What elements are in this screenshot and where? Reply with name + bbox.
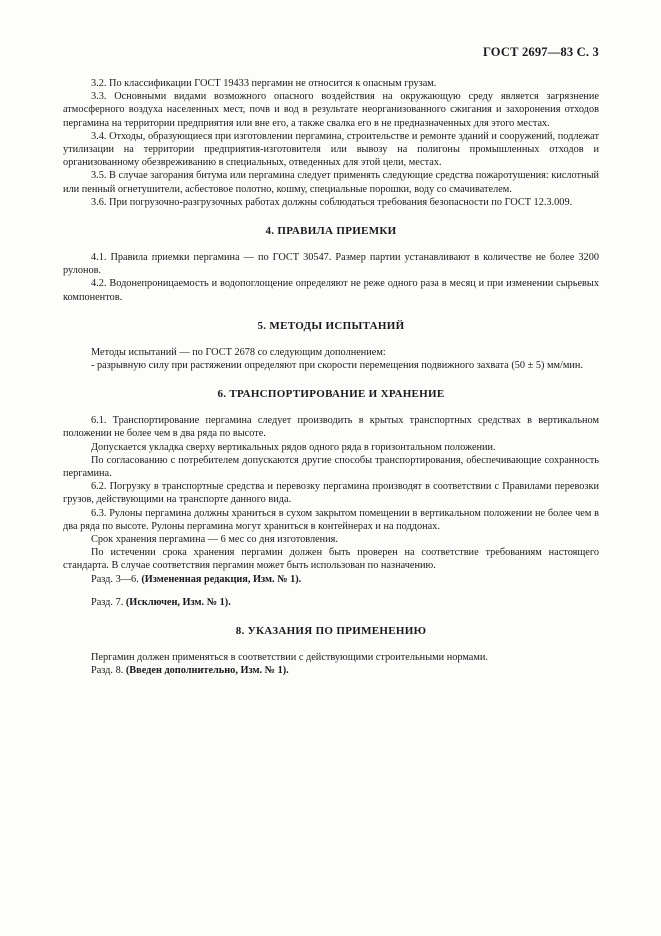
paragraph-4-1: 4.1. Правила приемки пергамина — по ГОСТ 30547. Размер партии устанавливают в количестве не более 3200 рулонов. bbox=[63, 252, 599, 277]
page-header: ГОСТ 2697—83 С. 3 bbox=[482, 45, 599, 59]
paragraph-3-4: 3.4. Отходы, образующиеся при изготовлении пергамина, строительстве и ремонте зданий и сооружений, подлежат утилизации на территории предприятия-изготовителя или вывозу на полигоны промышленных отходов и организованному обезвреживанию в специальных, отведенных для этой цели, местах. bbox=[63, 130, 599, 169]
note-prefix: Разд. 7. bbox=[91, 596, 126, 608]
section-8-heading: 8. УКАЗАНИЯ ПО ПРИМЕНЕНИЮ bbox=[235, 625, 427, 638]
paragraph-3-5: 3.5. В случае загорания битума или пергамина следует применять следующие средства пожаротушения: кислотный или пенный огнетушители, асбестовое полотно, кошму, специальные порошки, воду со смачивателем. bbox=[63, 170, 599, 195]
paragraph-6-1-agreement: По согласованию с потребителем допускаются другие способы транспортирования, обеспечивающие сохранность пергамина. bbox=[63, 454, 599, 480]
paragraph-4-2: 4.2. Водонепроницаемость и водопоглощение определяют не реже одного раза в месяц и при изменении сырьевых компонентов. bbox=[63, 278, 599, 303]
section-4-heading: 4. ПРАВИЛА ПРИЕМКИ bbox=[265, 225, 397, 238]
paragraph-6-3: 6.3. Рулоны пергамина должны храниться в сухом закрытом помещении в вертикальном положении не более чем в два ряда по высоте. Рулоны пергамина могут храниться в контейнерах и на поддонах. bbox=[63, 507, 599, 532]
paragraph-3-3: 3.3. Основными видами возможного опасного воздействия на окружающую среду является загрязнение атмосферного воздуха населенных мест, почв и вод в результате неорганизованного сжигания и захоронения отходов пергамина на территории предприятия или вне его, а также свалка его в не предназначенных для этого местах. bbox=[63, 91, 599, 129]
paragraph-3-2: 3.2. По классификации ГОСТ 19433 пергамин не относится к опасным грузам. bbox=[91, 78, 437, 89]
paragraph-6-1: 6.1. Транспортирование пергамина следует производить в крытых транспортных средствах в вертикальном положении не более чем в два ряда по высоте. bbox=[63, 415, 599, 440]
note-amendment: (Измененная редакция, Изм. № 1). bbox=[141, 573, 302, 585]
note-amendment: (Введен дополнительно, Изм. № 1). bbox=[125, 665, 289, 677]
note-section-7 bbox=[63, 596, 599, 609]
section-5-heading: 5. МЕТОДЫ ИСПЫТАНИЙ bbox=[257, 319, 405, 332]
paragraph-6-2: 6.2. Погрузку в транспортные средства и перевозку пергамина производят в соответствии с Правилами перевозки грузов, действующими на транспорте данного вида. bbox=[63, 481, 599, 506]
section-6-heading: 6. ТРАНСПОРТИРОВАНИЕ И ХРАНЕНИЕ bbox=[217, 388, 445, 401]
note-prefix: Разд. 8. bbox=[91, 665, 126, 677]
note-sections-3-6 bbox=[63, 573, 599, 586]
paragraph-3-6: 3.6. При погрузочно-разгрузочных работах должны соблюдаться требования безопасности по ГОСТ 12.3.009. bbox=[91, 196, 573, 208]
document-body bbox=[63, 77, 599, 678]
paragraph-6-3-recheck: По истечении срока хранения пергамин должен быть проверен на соответствие требованиям настоящего стандарта. В случае соответствия пергамин может быть использован по назначению. bbox=[63, 547, 599, 572]
note-amendment: (Исключен, Изм. № 1). bbox=[125, 596, 231, 608]
note-section-8 bbox=[63, 664, 599, 677]
paragraph-6-3-shelf-life: Срок хранения пергамина — 6 мес со дня изготовления. bbox=[91, 534, 338, 546]
paragraph-8: Пергамин должен применяться в соответствии с действующими строительными нормами. bbox=[91, 652, 488, 664]
paragraph-5-addition: - разрывную силу при растяжении определяют при скорости перемещения подвижного захвата (50 ± 5) мм/мин. bbox=[91, 360, 583, 372]
note-prefix: Разд. 3—6. bbox=[91, 573, 142, 585]
paragraph-6-1-stacking: Допускается укладка сверху вертикальных рядов одного ряда в горизонтальном положении. bbox=[91, 441, 496, 453]
paragraph-5-methods: Методы испытаний — по ГОСТ 2678 со следующим дополнением: bbox=[91, 346, 386, 358]
